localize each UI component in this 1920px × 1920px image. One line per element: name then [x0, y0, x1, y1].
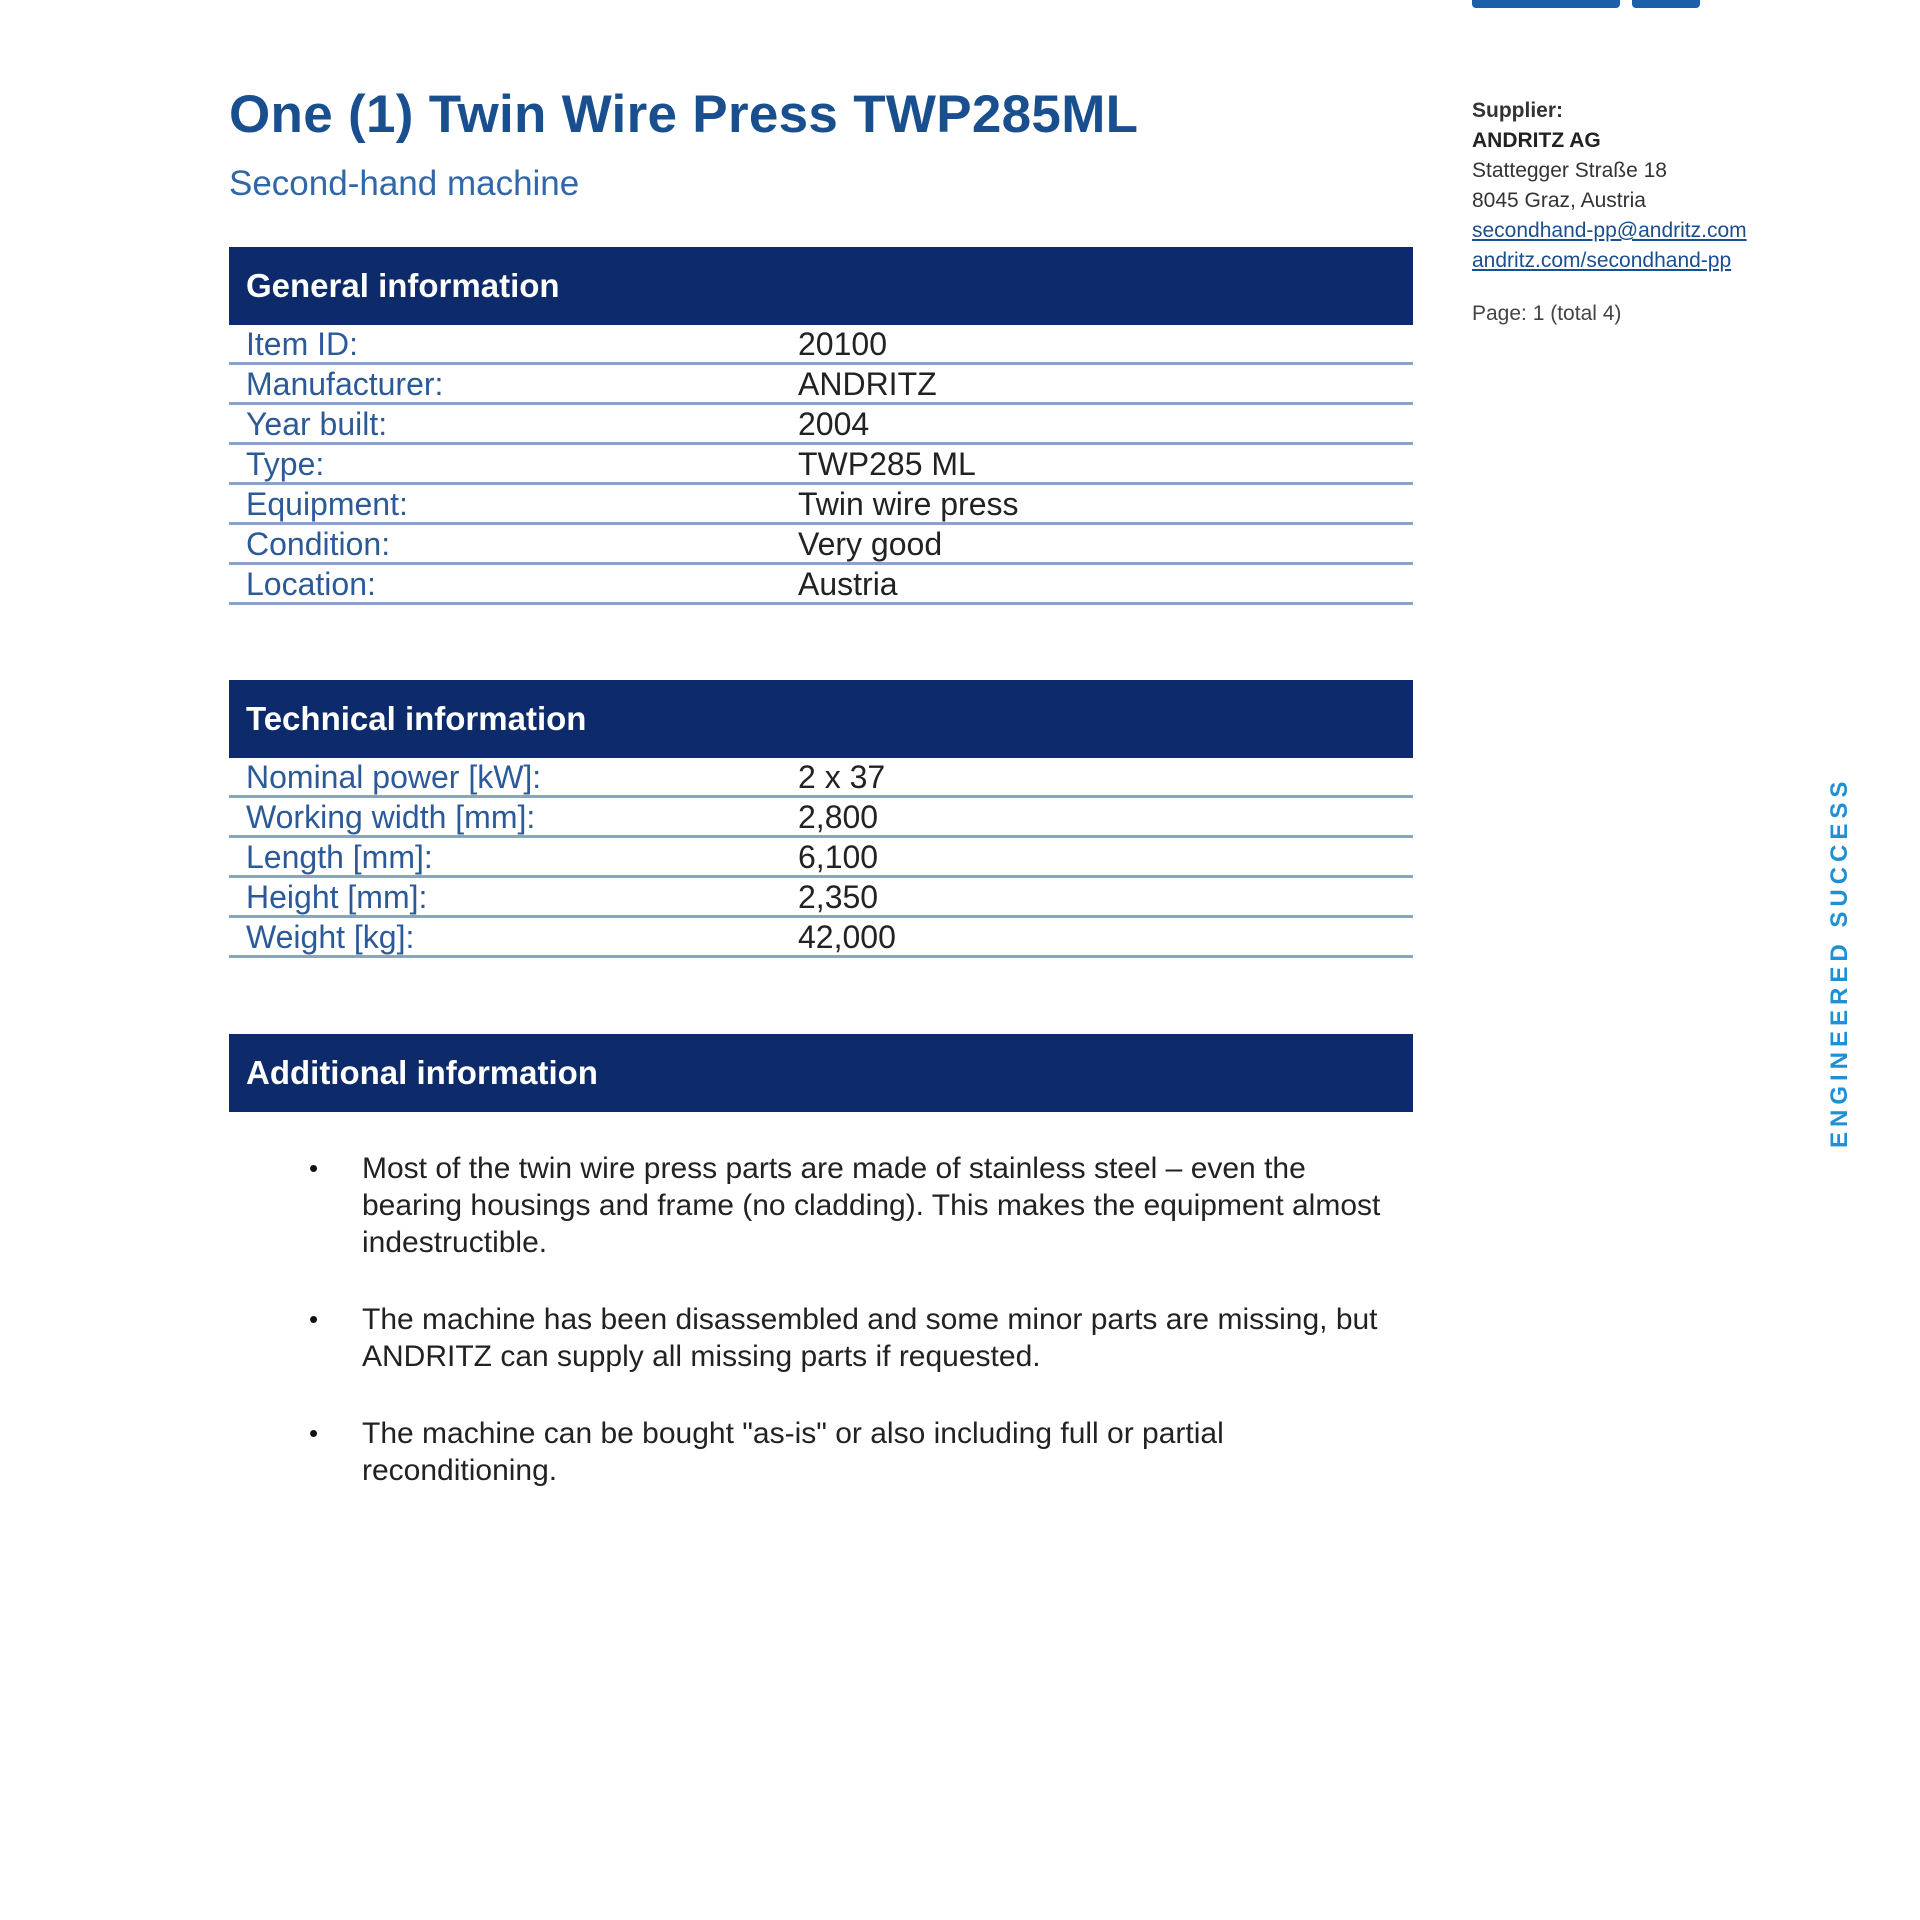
table-row	[229, 797, 1413, 837]
row-value: Twin wire press	[798, 484, 1413, 524]
page-subtitle: Second-hand machine	[229, 164, 580, 203]
table-row	[229, 564, 1413, 604]
technical-information-header: Technical information	[229, 680, 1413, 758]
row-value: 2004	[798, 404, 1413, 444]
list-item	[229, 1301, 1413, 1375]
general-information-section	[229, 247, 1413, 605]
additional-information-header: Additional information	[229, 1034, 1413, 1112]
table-row	[229, 364, 1413, 404]
row-value: Austria	[798, 564, 1413, 604]
table-row	[229, 404, 1413, 444]
supplier-website-link[interactable]: andritz.com/secondhand-pp	[1472, 249, 1732, 272]
row-label: Year built:	[229, 404, 798, 444]
supplier-email-link[interactable]: secondhand-pp@andritz.com	[1472, 219, 1747, 242]
row-label: Type:	[229, 444, 798, 484]
brand-tagline: ENGINEERED SUCCESS	[1826, 776, 1853, 1149]
additional-information-list	[229, 1150, 1413, 1529]
table-row	[229, 524, 1413, 564]
list-item	[229, 1150, 1413, 1261]
row-value: 2 x 37	[798, 758, 1413, 797]
row-label: Length [mm]:	[229, 837, 798, 877]
general-information-header: General information	[229, 247, 1413, 325]
table-row	[229, 758, 1413, 797]
row-value: Very good	[798, 524, 1413, 564]
row-label: Height [mm]:	[229, 877, 798, 917]
page-title: One (1) Twin Wire Press TWP285ML	[229, 85, 1139, 144]
general-information-table	[229, 325, 1413, 605]
technical-information-table	[229, 758, 1413, 958]
technical-information-section	[229, 680, 1413, 958]
row-label: Manufacturer:	[229, 364, 798, 404]
row-label: Equipment:	[229, 484, 798, 524]
row-label: Nominal power [kW]:	[229, 758, 798, 797]
supplier-block	[1472, 96, 1802, 276]
table-row	[229, 444, 1413, 484]
list-item	[229, 1415, 1413, 1489]
bullet-icon: •	[309, 1153, 319, 1183]
list-item-text: The machine has been disassembled and some minor parts are missing, but ANDRITZ can supply all missing parts if requested.	[362, 1303, 1378, 1373]
row-label: Weight [kg]:	[229, 917, 798, 957]
table-row	[229, 917, 1413, 957]
list-item-text: Most of the twin wire press parts are made of stainless steel – even the bearing housings and frame (no cladding). This makes the equipment almost indestructible.	[362, 1152, 1381, 1259]
table-row	[229, 325, 1413, 364]
list-item-text: The machine can be bought "as-is" or also including full or partial reconditioning.	[362, 1417, 1224, 1487]
supplier-city: 8045 Graz, Austria	[1472, 189, 1646, 212]
row-label: Location:	[229, 564, 798, 604]
row-value: TWP285 ML	[798, 444, 1413, 484]
row-value: 6,100	[798, 837, 1413, 877]
table-row	[229, 837, 1413, 877]
additional-information-section	[229, 1034, 1413, 1487]
row-label: Working width [mm]:	[229, 797, 798, 837]
logo-bar-left	[1472, 0, 1620, 8]
bullet-icon: •	[309, 1304, 319, 1334]
supplier-street: Stattegger Straße 18	[1472, 159, 1667, 182]
row-value: 20100	[798, 325, 1413, 364]
supplier-label: Supplier:	[1472, 99, 1564, 122]
row-label: Condition:	[229, 524, 798, 564]
row-value: 42,000	[798, 917, 1413, 957]
bullet-icon: •	[309, 1418, 319, 1448]
row-value: ANDRITZ	[798, 364, 1413, 404]
row-value: 2,800	[798, 797, 1413, 837]
logo-bar-right	[1632, 0, 1700, 8]
table-row	[229, 877, 1413, 917]
row-label: Item ID:	[229, 325, 798, 364]
supplier-company: ANDRITZ AG	[1472, 129, 1601, 152]
table-row	[229, 484, 1413, 524]
page-info: Page: 1 (total 4)	[1472, 302, 1622, 325]
row-value: 2,350	[798, 877, 1413, 917]
